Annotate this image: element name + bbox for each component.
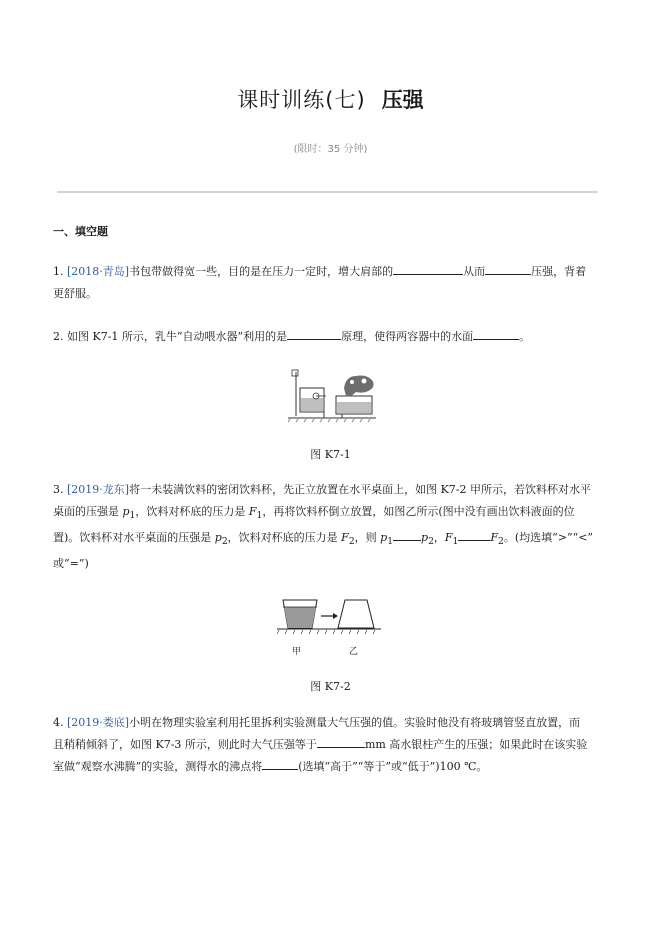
question-3: 3. [2019·龙东]将一未装满饮料的密闭饮料杯，先正立放置在水平桌面上，如图 K7-2 甲所示，若饮料杯对水平 桌面的压强是 $p_1$，饮料对杯底的压力是 $F_1$，再将饮料杯倒立放置，如图乙所示(图中没有画出饮料液面的位 置)。饮料杯对水平桌面的压强是 $p_2$，饮料对杯底的压力是 $F_2$，则 $p_1$ $p_2$，$F_1$ $F_2$。(均选填“>”“<” 或“=”) (53, 483, 594, 571)
var-p: p (380, 531, 388, 545)
q4-number: 4. (53, 716, 64, 729)
var-sub: 2 (348, 536, 355, 548)
var-sub: 2 (428, 536, 434, 548)
var-F: F (490, 531, 498, 545)
page-title (0, 84, 661, 114)
var-sub: 2 (221, 536, 228, 548)
figure-label-jia: 甲 (292, 647, 302, 657)
topic-title: 压强 (381, 88, 424, 112)
q2-number: 2. (53, 330, 64, 343)
q3-text: 。(均选填“>”“<” (503, 531, 594, 545)
q4-blank-2[interactable] (262, 756, 298, 770)
q2-blank-2[interactable] (473, 326, 519, 340)
var-sub: 1 (452, 536, 459, 548)
q4-text: 室做“观察水沸腾”的实验，测得水的沸点将 (53, 760, 263, 773)
q3-text: 置)。饮料杯对水平桌面的压强是 (53, 531, 215, 545)
q1-blank-2[interactable] (485, 261, 531, 275)
q4-text: (选填“高于”“等于”或“低于”)100 ℃。 (298, 760, 488, 773)
q1-text: 压强，背着 (531, 265, 587, 278)
q4-text: mm 高水银柱产生的压强；如果此时在该实验 (364, 738, 588, 751)
var-sub: 2 (498, 536, 504, 548)
q3-text: 或“=”) (53, 557, 89, 571)
var-sub: 1 (387, 536, 394, 548)
var-F: F (341, 531, 349, 545)
q4-text: 小明在物理实验室利用托里拆利实验测量大气压强的值。实验时他没有将玻璃管竖直放置，而 (129, 716, 581, 729)
var-p: p (214, 531, 222, 545)
q4-source: [2019·娄底] (67, 716, 130, 729)
q4-blank-1[interactable] (317, 734, 365, 748)
question-2 (53, 326, 608, 348)
q2-text: 原理，使得两容器中的水面 (341, 330, 474, 343)
section-heading: 一、填空题 (53, 225, 108, 238)
var-p: p (122, 505, 130, 518)
q1-number: 1. (53, 265, 64, 278)
figure-label-yi: 乙 (349, 647, 359, 657)
divider (57, 191, 598, 193)
q3-blank-2[interactable] (458, 527, 490, 541)
q1-blank-1[interactable] (393, 261, 463, 275)
var-sub: 1 (256, 510, 263, 522)
q2-text: 。 (519, 330, 531, 343)
figure-k7-2 (277, 594, 381, 638)
var-F: F (248, 505, 257, 518)
q1-source: [2018·青岛] (67, 265, 130, 278)
q3-text: 将一未装满饮料的密闭饮料杯，先正立放置在水平桌面上，如图 K7-2 甲所示，若饮料杯对水平 (129, 483, 591, 496)
var-p: p (421, 531, 429, 545)
q1-text: 更舒服。 (53, 287, 97, 300)
q3-text: ，饮料对杯底的压力是 (227, 531, 342, 545)
q3-blank-1[interactable] (393, 527, 421, 541)
figure-k7-2-caption: 图 K7-2 (310, 680, 351, 693)
var-sub: 1 (129, 510, 136, 522)
lesson-title: 课时训练(七) (237, 88, 366, 112)
q3-text: ，则 (354, 531, 381, 545)
q3-source: [2019·龙东] (67, 483, 130, 496)
q4-text: 且稍稍倾斜了，如图 K7-3 所示，则此时大气压强等于 (53, 738, 317, 751)
q2-blank-1[interactable] (287, 326, 341, 340)
question-4 (53, 712, 608, 778)
var-F: F (444, 531, 453, 545)
figure-k7-1 (286, 366, 378, 424)
q1-text: 从而 (463, 265, 486, 278)
q1-text: 书包带做得宽一些，目的是在压力一定时，增大肩部的 (129, 265, 394, 278)
question-1 (53, 261, 608, 305)
q3-text: 桌面的压强是 (53, 505, 123, 518)
figure-k7-1-caption: 图 K7-1 (310, 448, 351, 461)
q2-text: 如图 K7-1 所示，乳牛“自动喂水器”利用的是 (67, 330, 288, 343)
q3-text: ，再将饮料杯倒立放置，如图乙所示(图中没有画出饮料液面的位 (262, 505, 575, 518)
q3-text: ，饮料对杯底的压力是 (135, 505, 249, 518)
time-limit: (限时：35 分钟) (293, 144, 368, 155)
q3-number: 3. (53, 483, 64, 496)
